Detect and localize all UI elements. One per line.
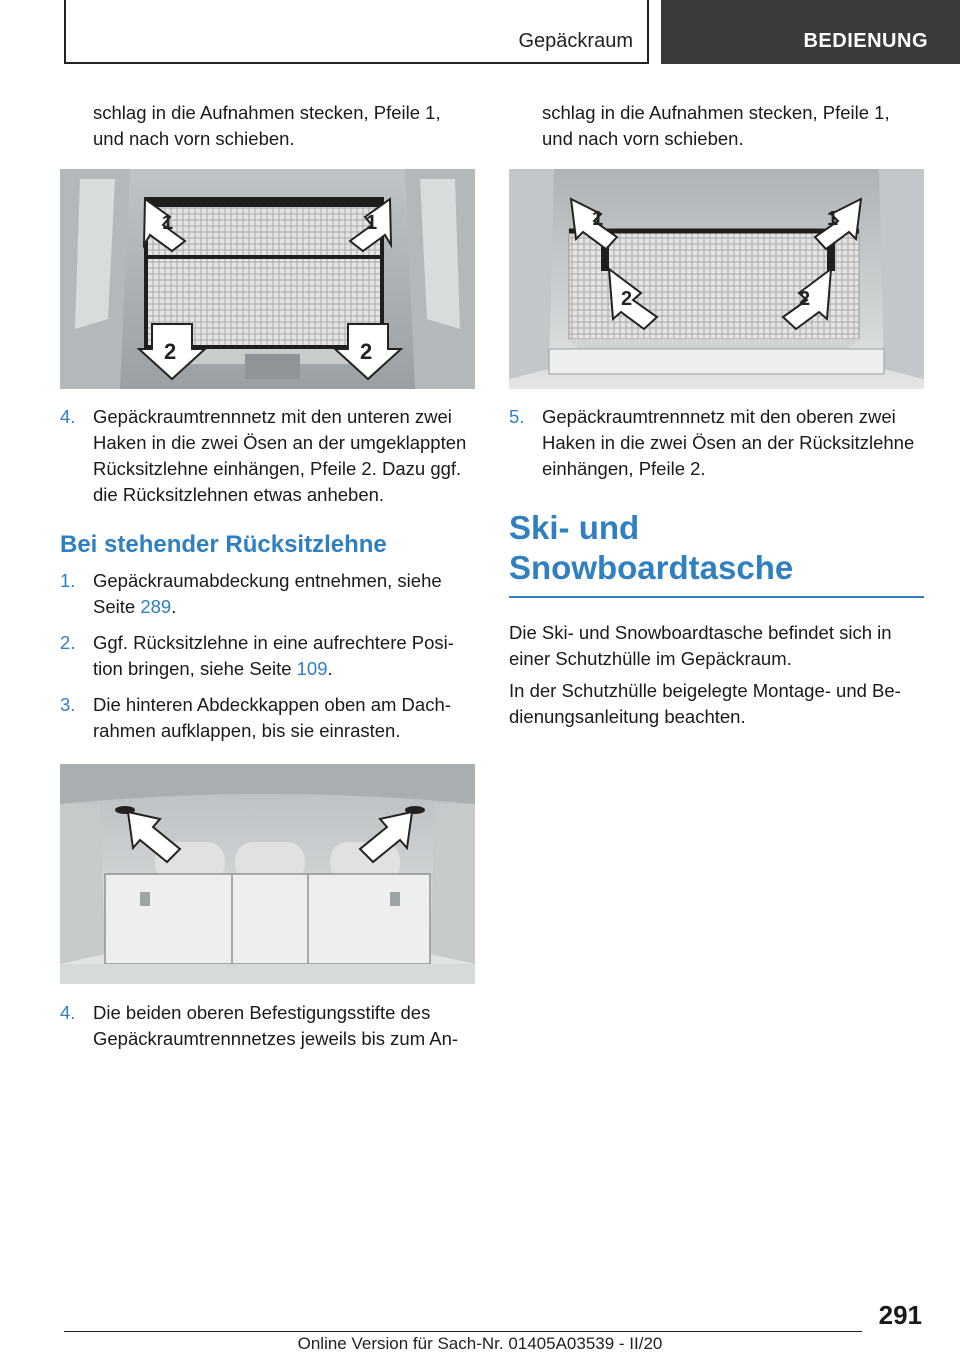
ski-bag-paragraph-2	[509, 678, 924, 730]
step-text: rahmen aufklappen, bis sie einrasten.	[93, 720, 401, 741]
figure-net-upper-hooks	[509, 169, 924, 389]
figure-arrow-label: 1	[162, 212, 174, 234]
paragraph-line: In der Schutzhülle beigelegte Montage- und Be-	[509, 680, 901, 701]
footer-version-text: Online Version für Sach-Nr. 01405A03539 - II/20	[297, 1334, 663, 1353]
step-text: einhängen, Pfeile 2.	[542, 458, 706, 479]
figure-net-upper-hooks-illustration	[509, 169, 924, 389]
header-chapter-box	[661, 0, 960, 64]
header-chapter-title: BEDIENUNG	[803, 30, 928, 52]
page-link-109[interactable]: 109	[296, 658, 328, 679]
step-text: Ggf. Rücksitzlehne in eine aufrechtere Posi-	[93, 632, 454, 653]
step-text: Haken in die zwei Ösen an der umgeklappten	[93, 432, 467, 453]
step-text: Gepäckraumtrennnetzes jeweils bis zum An-	[93, 1028, 459, 1049]
right-intro-line: schlag in die Aufnahmen stecken, Pfeile 1,	[542, 102, 890, 123]
right-step-5	[509, 404, 924, 482]
figure-arrow-label: 1	[366, 212, 378, 234]
footer-divider	[64, 1331, 862, 1332]
step-text: Die beiden oberen Befestigungsstifte des	[93, 1002, 431, 1023]
step-text: Haken in die zwei Ösen an der Rücksitzlehne	[542, 432, 915, 453]
ski-bag-paragraph-1	[509, 620, 924, 672]
header-section-title: Gepäckraum	[518, 30, 633, 52]
right-column	[509, 100, 924, 730]
step-text: tion bringen, siehe Seite 109.	[93, 658, 333, 679]
page-link-289[interactable]: 289	[140, 596, 172, 617]
list-item	[60, 568, 475, 620]
right-intro-line: und nach vorn schieben.	[542, 128, 744, 149]
list-item	[60, 692, 475, 744]
figure-arrow-label: 2	[164, 339, 177, 364]
step-number: 4.	[60, 1002, 76, 1023]
step-number: 4.	[60, 406, 76, 427]
figure-arrow-label: 2	[621, 288, 633, 310]
step-text: Seite 289.	[93, 596, 177, 617]
right-intro	[509, 100, 924, 152]
page-number: 291	[878, 1300, 922, 1330]
section-title-ski-bag: Ski- und Snowboardtasche	[509, 508, 924, 598]
left-intro-line: schlag in die Aufnahmen stecken, Pfeile 1,	[93, 102, 441, 123]
step-text: Gepäckraumtrennnetz mit den oberen zwei	[542, 406, 896, 427]
list-item	[60, 630, 475, 682]
paragraph-line: einer Schutzhülle im Gepäckraum.	[509, 648, 792, 669]
step-text: Rücksitzlehne einhängen, Pfeile 2. Dazu ggf.	[93, 458, 462, 479]
paragraph-line: Die Ski- und Snowboardtasche befindet sich in	[509, 622, 892, 643]
left-step-4b	[60, 1000, 475, 1052]
figure-arrow-label: 2	[360, 339, 373, 364]
left-step-4	[60, 404, 475, 508]
figure-arrow-label: 1	[592, 208, 604, 230]
left-steps-list	[60, 568, 475, 744]
step-text: Gepäckraumabdeckung entnehmen, siehe	[93, 570, 442, 591]
step-text: die Rücksitzlehnen etwas anheben.	[93, 484, 385, 505]
subheading-upright-backrest: Bei stehender Rücksitzlehne	[60, 531, 387, 558]
step-number: 3.	[60, 694, 76, 715]
left-intro-line: und nach vorn schieben.	[93, 128, 295, 149]
figure-net-lower-hooks-illustration	[60, 169, 475, 389]
figure-arrow-label: 2	[799, 288, 811, 310]
step-text: Die hinteren Abdeckkappen oben am Dach-	[93, 694, 451, 715]
left-intro	[60, 100, 475, 152]
figure-arrow-label: 1	[827, 208, 839, 230]
step-number: 2.	[60, 632, 76, 653]
step-text: Gepäckraumtrennnetz mit den unteren zwei	[93, 406, 452, 427]
figure-net-lower-hooks	[60, 169, 475, 389]
header-section-box	[64, 0, 649, 64]
left-column	[60, 100, 475, 1052]
step-number: 5.	[509, 406, 525, 427]
figure-cover-caps-illustration	[60, 764, 475, 984]
paragraph-line: dienungsanleitung beachten.	[509, 706, 746, 727]
figure-cover-caps	[60, 764, 475, 984]
step-number: 1.	[60, 570, 76, 591]
